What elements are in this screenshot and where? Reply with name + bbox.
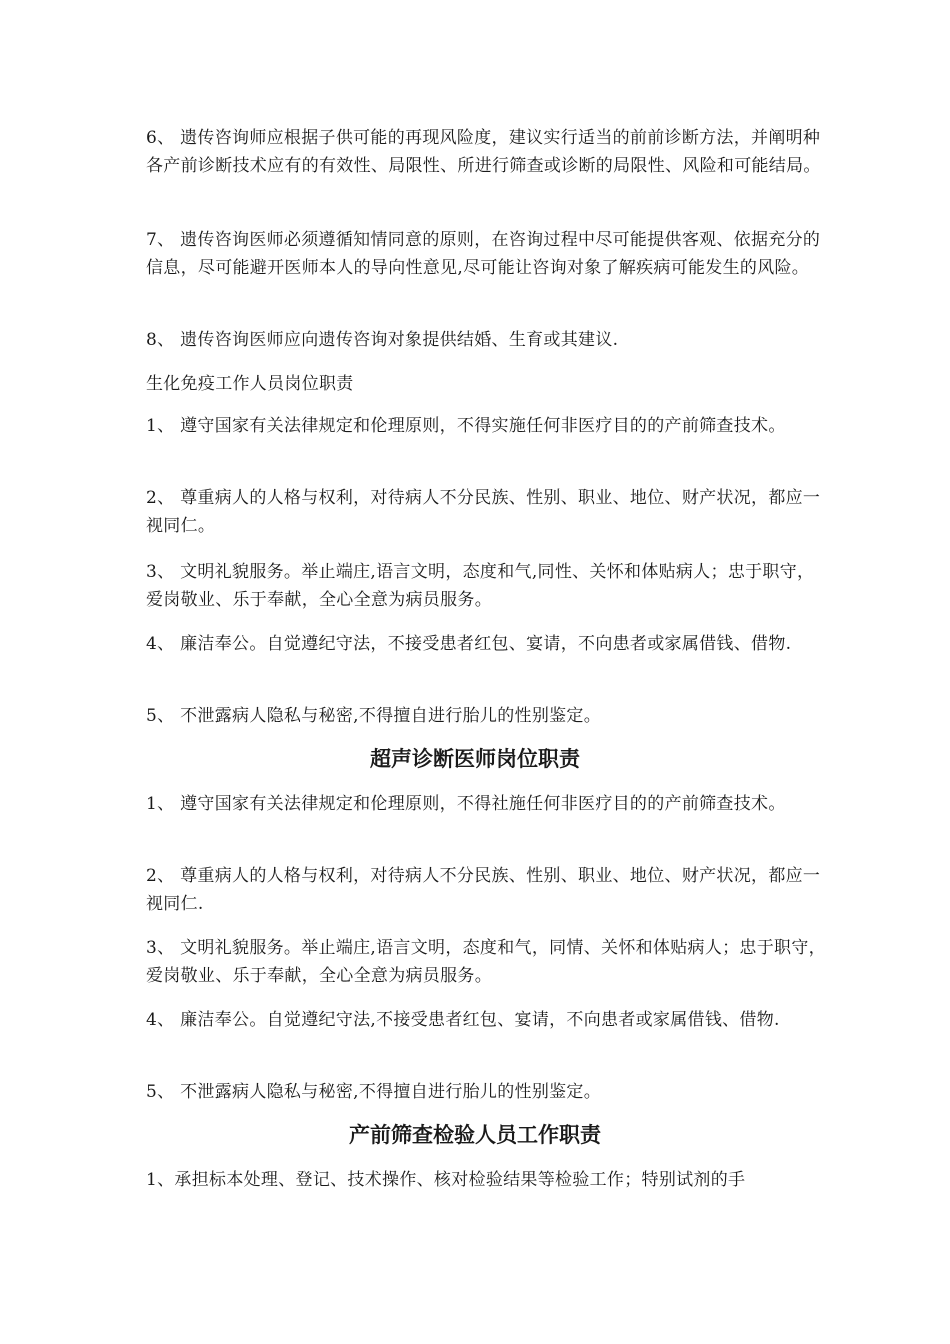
paragraph-item-8: 8、 遗传咨询医师应向遗传咨询对象提供结婚、生育或其建议. — [146, 330, 619, 350]
paragraph-item-1: 1、 遵守国家有关法律规定和伦理原则，不得社施任何非医疗目的的产前筛查技术。 — [146, 794, 786, 814]
paragraph-item-7: 7、 遗传咨询医师必须遵循知情同意的原则，在咨询过程中尽可能提供客观、依据充分的信息，尽可能避开医师本人的导向性意见,尽可能让咨询对象了解疾病可能发生的风险。 — [146, 230, 821, 278]
section-heading-biochem: 生化免疫工作人员岗位职责 — [146, 374, 354, 394]
section-title-ultrasound: 超声诊断医师岗位职责 — [370, 747, 580, 771]
paragraph-item-4: 4、 廉洁奉公。自觉遵纪守法,不接受患者红包、宴请，不向患者或家属借钱、借物. — [146, 1010, 780, 1030]
paragraph-item-5: 5、 不泄露病人隐私与秘密,不得擅自进行胎儿的性别鉴定。 — [146, 1082, 602, 1102]
paragraph-item-4: 4、 廉洁奉公。自觉遵纪守法，不接受患者红包、宴请，不向患者或家属借钱、借物. — [146, 634, 792, 654]
paragraph-item-3: 3、 文明礼貌服务。举止端庄,语言文明，态度和气，同情、关怀和体贴病人；忠于职守，爱岗敬业、乐于奉献，全心全意为病员服务。 — [146, 938, 826, 986]
paragraph-item-5: 5、 不泄露病人隐私与秘密,不得擅自进行胎儿的性别鉴定。 — [146, 706, 602, 726]
paragraph-item-1: 1、 遵守国家有关法律规定和伦理原则，不得实施任何非医疗目的的产前筛查技术。 — [146, 416, 786, 436]
paragraph-item-2: 2、 尊重病人的人格与权利，对待病人不分民族、性别、职业、地位、财产状况，都应一视同仁. — [146, 866, 821, 914]
paragraph-item-6: 6、 遗传咨询师应根据子供可能的再现风险度，建议实行适当的前前诊断方法，并阐明种各产前诊断技术应有的有效性、局限性、所进行筛查或诊断的局限性、风险和可能结局。 — [146, 128, 821, 176]
paragraph-item-2: 2、 尊重病人的人格与权利，对待病人不分民族、性别、职业、地位、财产状况，都应一视同仁。 — [146, 488, 821, 536]
paragraph-item-3: 3、 文明礼貌服务。举止端庄,语言文明，态度和气,同性、关怀和体贴病人；忠于职守，爱岗敬业、乐于奉献，全心全意为病员服务。 — [146, 562, 815, 610]
section-title-prenatal-lab: 产前筛查检验人员工作职责 — [349, 1123, 601, 1147]
paragraph-item-1: 1、承担标本处理、登记、技术操作、核对检验结果等检验工作；特别试剂的手 — [146, 1170, 746, 1190]
